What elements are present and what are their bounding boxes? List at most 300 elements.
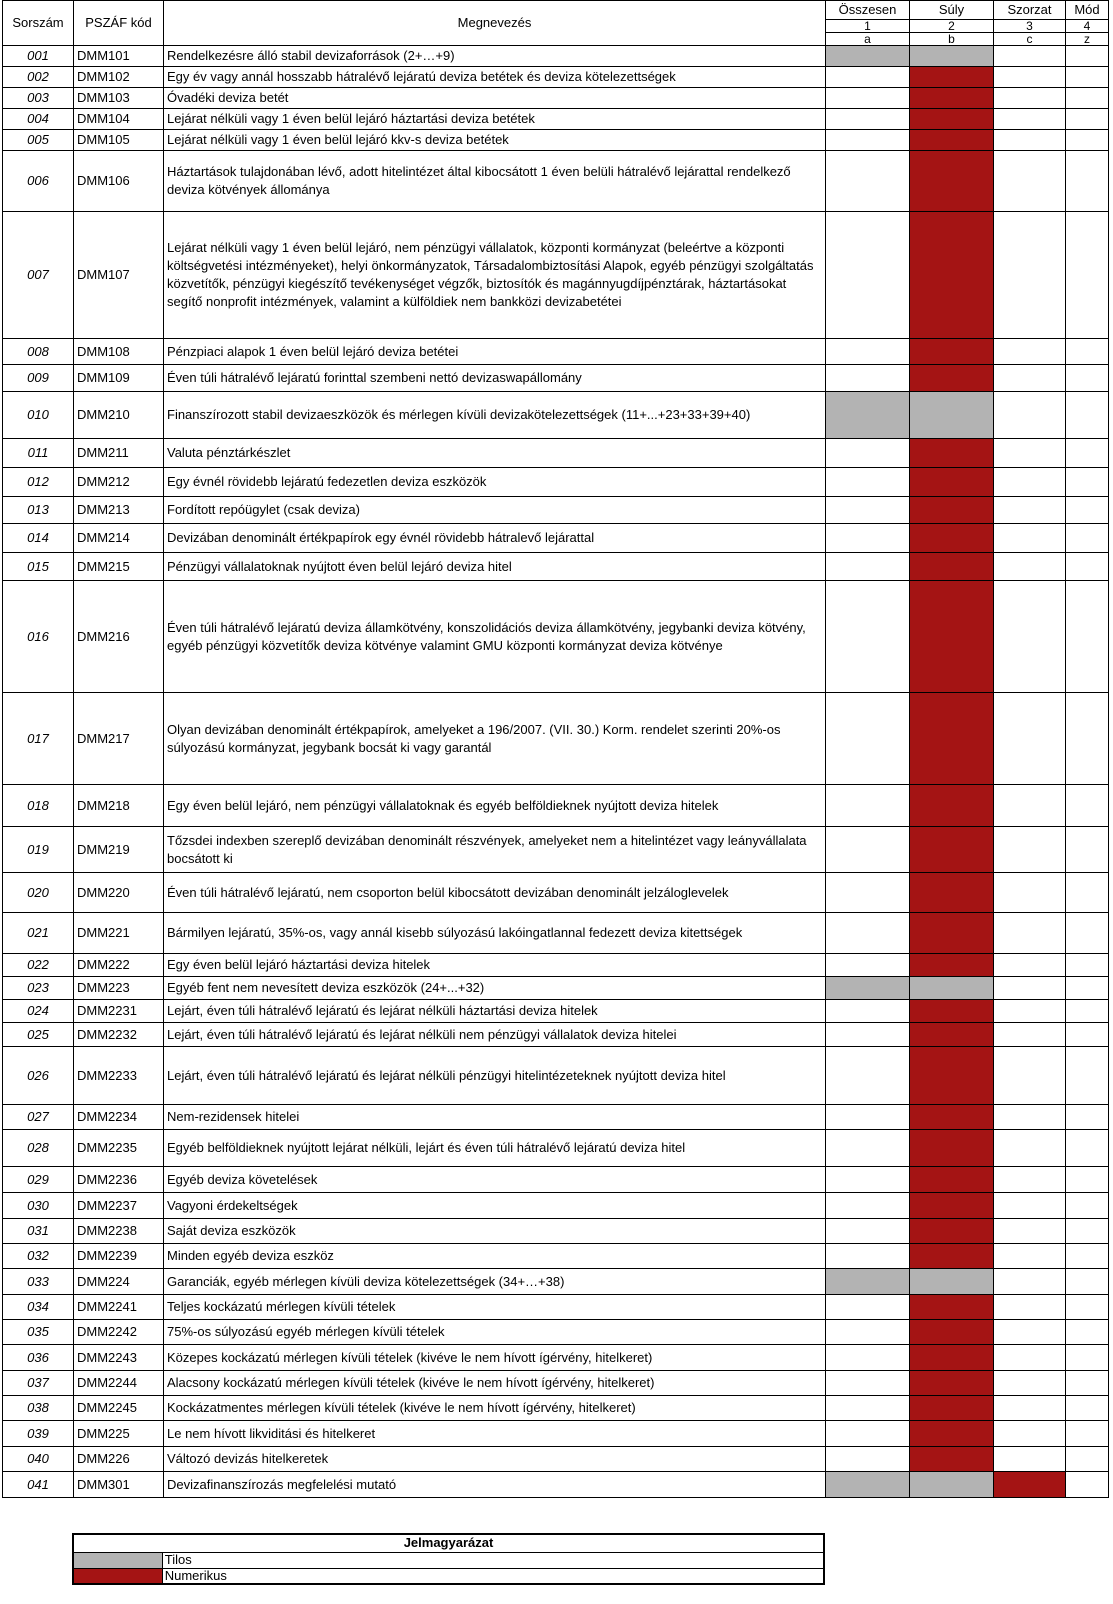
row-sorszam: 030 (3, 1193, 74, 1219)
cell-mod (1066, 1105, 1109, 1130)
row-sorszam: 005 (3, 130, 74, 151)
row-megnevezes: Közepes kockázatú mérlegen kívüli tételek (kivéve le nem hívott ígérvény, hitelkeret) (164, 1345, 826, 1371)
row-megnevezes: Lejárat nélküli vagy 1 éven belül lejáró kkv-s deviza betétek (164, 130, 826, 151)
cell-szorzat (994, 1167, 1066, 1193)
cell-szorzat (994, 977, 1066, 1000)
row-pszaf-kod: DMM2243 (74, 1345, 164, 1371)
table-row (3, 1047, 1109, 1105)
cell-suly[interactable] (910, 1244, 994, 1269)
row-pszaf-kod: DMM2235 (74, 1130, 164, 1167)
row-sorszam: 004 (3, 109, 74, 130)
cell-szorzat (994, 1000, 1066, 1023)
cell-osszesen (826, 1320, 910, 1345)
table-row (3, 46, 1109, 67)
row-sorszam: 029 (3, 1167, 74, 1193)
row-megnevezes: Finanszírozott stabil devizaeszközök és mérlegen kívüli devizakötelezettségek (11+...+23+33+39+40) (164, 392, 826, 439)
row-sorszam: 019 (3, 827, 74, 873)
row-megnevezes: Lejárat nélküli vagy 1 éven belül lejáró háztartási deviza betétek (164, 109, 826, 130)
cell-szorzat (994, 954, 1066, 977)
cell-suly (910, 1472, 994, 1498)
cell-suly[interactable] (910, 1320, 994, 1345)
cell-osszesen (826, 1295, 910, 1320)
row-megnevezes: Valuta pénztárkészlet (164, 439, 826, 468)
row-pszaf-kod: DMM2239 (74, 1244, 164, 1269)
table-row (3, 67, 1109, 88)
row-pszaf-kod: DMM2237 (74, 1193, 164, 1219)
row-pszaf-kod: DMM220 (74, 873, 164, 913)
cell-osszesen (826, 1345, 910, 1371)
row-megnevezes: Egyéb deviza követelések (164, 1167, 826, 1193)
row-megnevezes: Lejárt, éven túli hátralévő lejáratú és lejárat nélküli nem pénzügyi vállalatok deviza hitelei (164, 1023, 826, 1047)
cell-osszesen (826, 1130, 910, 1167)
cell-osszesen (826, 151, 910, 212)
row-sorszam: 041 (3, 1472, 74, 1498)
cell-mod (1066, 212, 1109, 339)
cell-szorzat (994, 339, 1066, 365)
cell-szorzat (994, 151, 1066, 212)
cell-szorzat (994, 392, 1066, 439)
cell-osszesen (826, 130, 910, 151)
row-pszaf-kod: DMM222 (74, 954, 164, 977)
header-pszaf-kod: PSZÁF kód (74, 1, 164, 46)
table-row (3, 88, 1109, 109)
table-row (3, 1396, 1109, 1421)
cell-suly[interactable] (910, 785, 994, 827)
row-sorszam: 036 (3, 1345, 74, 1371)
table-row (3, 1193, 1109, 1219)
header-col-num: 2 (910, 20, 994, 33)
cell-mod (1066, 977, 1109, 1000)
cell-suly[interactable] (910, 1219, 994, 1244)
row-pszaf-kod: DMM101 (74, 46, 164, 67)
row-megnevezes: Háztartások tulajdonában lévő, adott hitelintézet által kibocsátott 1 éven belüli hátralévő lejárattal rendelkező deviza kötvények állománya (164, 151, 826, 212)
cell-szorzat (994, 1295, 1066, 1320)
table-row (3, 524, 1109, 553)
cell-szorzat (994, 1244, 1066, 1269)
row-pszaf-kod: DMM106 (74, 151, 164, 212)
table-row (3, 468, 1109, 497)
row-megnevezes: Minden egyéb deviza eszköz (164, 1244, 826, 1269)
row-pszaf-kod: DMM105 (74, 130, 164, 151)
cell-szorzat (994, 581, 1066, 693)
row-sorszam: 024 (3, 1000, 74, 1023)
table-row (3, 977, 1109, 1000)
cell-osszesen (826, 468, 910, 497)
cell-mod (1066, 88, 1109, 109)
row-megnevezes: Fordított repóügylet (csak deviza) (164, 497, 826, 524)
cell-suly (910, 46, 994, 67)
row-megnevezes: Lejárt, éven túli hátralévő lejáratú és lejárat nélküli pénzügyi hitelintézeteknek nyújtott deviza hitel (164, 1047, 826, 1105)
cell-mod (1066, 392, 1109, 439)
row-pszaf-kod: DMM2241 (74, 1295, 164, 1320)
row-megnevezes: Olyan devizában denominált értékpapírok, amelyeket a 196/2007. (VII. 30.) Korm. rendelet szerinti 20%-os súlyozású kormányzat, jegybank bocsát ki vagy garantál (164, 693, 826, 785)
cell-suly[interactable] (910, 1295, 994, 1320)
row-pszaf-kod: DMM223 (74, 977, 164, 1000)
row-megnevezes: Lejárat nélküli vagy 1 éven belül lejáró, nem pénzügyi vállalatok, központi kormányzat (beleértve a központi költségvetési intézményeket), helyi önkormányzatok, Társadalombiztosítási Alapok, egyéb pénzügyi szolgáltatás közvetítők, pénzügyi kiegészítő tevékenységet végzők, biztosítók és magánnyugdíjpénztárak, háztartásokat segítő nonprofit intézmények, valamint a külföldiek nem bankközi devizabetétei (164, 212, 826, 339)
cell-szorzat (994, 1371, 1066, 1396)
header-osszesen: Összesen (826, 1, 910, 20)
header-sorszam: Sorszám (3, 1, 74, 46)
table-row (3, 1000, 1109, 1023)
cell-szorzat (994, 130, 1066, 151)
table-row (3, 1447, 1109, 1472)
cell-suly[interactable] (910, 1047, 994, 1105)
cell-suly[interactable] (910, 1447, 994, 1472)
table-row (3, 1421, 1109, 1447)
cell-szorzat (994, 439, 1066, 468)
cell-mod (1066, 497, 1109, 524)
row-megnevezes: Tőzsdei indexben szereplő devizában denominált részvények, amelyeket nem a hitelintézet vagy leányvállalata bocsátott ki (164, 827, 826, 873)
cell-mod (1066, 1345, 1109, 1371)
table-row (3, 1269, 1109, 1295)
cell-suly (910, 1269, 994, 1295)
cell-suly[interactable] (910, 1105, 994, 1130)
cell-suly[interactable] (910, 1023, 994, 1047)
row-pszaf-kod: DMM221 (74, 913, 164, 954)
cell-suly[interactable] (910, 954, 994, 977)
row-pszaf-kod: DMM103 (74, 88, 164, 109)
table-row (3, 1345, 1109, 1371)
table-row (3, 1244, 1109, 1269)
cell-szorzat (994, 1396, 1066, 1421)
cell-mod (1066, 785, 1109, 827)
cell-szorzat (994, 365, 1066, 392)
row-pszaf-kod: DMM2236 (74, 1167, 164, 1193)
cell-szorzat (994, 109, 1066, 130)
row-sorszam: 038 (3, 1396, 74, 1421)
cell-osszesen (826, 339, 910, 365)
header-mod: Mód (1066, 1, 1109, 20)
cell-suly[interactable] (910, 913, 994, 954)
row-sorszam: 023 (3, 977, 74, 1000)
cell-szorzat (994, 524, 1066, 553)
table-row (3, 873, 1109, 913)
cell-suly (910, 977, 994, 1000)
cell-mod (1066, 581, 1109, 693)
cell-szorzat (994, 46, 1066, 67)
cell-osszesen (826, 1269, 910, 1295)
cell-mod (1066, 468, 1109, 497)
cell-mod (1066, 1447, 1109, 1472)
row-megnevezes: Kockázatmentes mérlegen kívüli tételek (kivéve le nem hívott ígérvény, hitelkeret) (164, 1396, 826, 1421)
cell-suly[interactable] (910, 873, 994, 913)
row-megnevezes: Éven túli hátralévő lejáratú, nem csoporton belül kibocsátott devizában denominált jelzáloglevelek (164, 873, 826, 913)
row-pszaf-kod: DMM2233 (74, 1047, 164, 1105)
table-row (3, 365, 1109, 392)
row-pszaf-kod: DMM102 (74, 67, 164, 88)
header-col-letter: b (910, 33, 994, 46)
cell-mod (1066, 151, 1109, 212)
cell-suly[interactable] (910, 693, 994, 785)
cell-suly[interactable] (910, 439, 994, 468)
legend (72, 1533, 825, 1585)
cell-suly[interactable] (910, 1167, 994, 1193)
cell-osszesen (826, 693, 910, 785)
header-megnevezes: Megnevezés (164, 1, 826, 46)
cell-szorzat (994, 497, 1066, 524)
cell-osszesen (826, 977, 910, 1000)
row-pszaf-kod: DMM2231 (74, 1000, 164, 1023)
cell-osszesen (826, 109, 910, 130)
row-pszaf-kod: DMM216 (74, 581, 164, 693)
cell-szorzat (994, 1219, 1066, 1244)
cell-mod (1066, 954, 1109, 977)
row-megnevezes: Egy éven belül lejáró, nem pénzügyi vállalatoknak és egyéb belföldieknek nyújtott deviza hitelek (164, 785, 826, 827)
table-row (3, 439, 1109, 468)
table-row (3, 1219, 1109, 1244)
row-megnevezes: Saját deviza eszközök (164, 1219, 826, 1244)
row-megnevezes: Rendelkezésre álló stabil devizaforrások (2+…+9) (164, 46, 826, 67)
cell-suly[interactable] (910, 212, 994, 339)
cell-osszesen (826, 1023, 910, 1047)
cell-mod (1066, 1167, 1109, 1193)
row-sorszam: 001 (3, 46, 74, 67)
cell-suly[interactable] (910, 524, 994, 553)
row-megnevezes: Alacsony kockázatú mérlegen kívüli tételek (kivéve le nem hívott ígérvény, hitelkeret) (164, 1371, 826, 1396)
row-sorszam: 017 (3, 693, 74, 785)
row-sorszam: 014 (3, 524, 74, 553)
cell-mod (1066, 524, 1109, 553)
cell-mod (1066, 1130, 1109, 1167)
row-megnevezes: 75%-os súlyozású egyéb mérlegen kívüli tételek (164, 1320, 826, 1345)
cell-suly[interactable] (910, 1193, 994, 1219)
row-pszaf-kod: DMM107 (74, 212, 164, 339)
row-pszaf-kod: DMM218 (74, 785, 164, 827)
row-pszaf-kod: DMM217 (74, 693, 164, 785)
row-sorszam: 033 (3, 1269, 74, 1295)
row-megnevezes: Változó devizás hitelkeretek (164, 1447, 826, 1472)
cell-szorzat[interactable] (994, 1472, 1066, 1498)
table-row (3, 109, 1109, 130)
cell-mod (1066, 1000, 1109, 1023)
cell-suly[interactable] (910, 1421, 994, 1447)
cell-mod (1066, 46, 1109, 67)
table-row (3, 151, 1109, 212)
row-sorszam: 002 (3, 67, 74, 88)
cell-szorzat (994, 1047, 1066, 1105)
header-col-num: 3 (994, 20, 1066, 33)
header-col-num: 4 (1066, 20, 1109, 33)
row-sorszam: 018 (3, 785, 74, 827)
cell-mod (1066, 1023, 1109, 1047)
header-col-letter: c (994, 33, 1066, 46)
row-sorszam: 031 (3, 1219, 74, 1244)
cell-suly[interactable] (910, 1000, 994, 1023)
row-megnevezes: Egy éven belül lejáró háztartási deviza hitelek (164, 954, 826, 977)
row-megnevezes: Nem-rezidensek hitelei (164, 1105, 826, 1130)
row-sorszam: 037 (3, 1371, 74, 1396)
cell-suly[interactable] (910, 88, 994, 109)
table-row (3, 785, 1109, 827)
cell-osszesen (826, 497, 910, 524)
cell-suly[interactable] (910, 365, 994, 392)
cell-suly[interactable] (910, 1371, 994, 1396)
row-sorszam: 003 (3, 88, 74, 109)
cell-osszesen (826, 1105, 910, 1130)
legend-label-tilos: Tilos (162, 1552, 824, 1568)
table-row (3, 553, 1109, 581)
table-row (3, 497, 1109, 524)
cell-mod (1066, 439, 1109, 468)
cell-szorzat (994, 1193, 1066, 1219)
row-sorszam: 022 (3, 954, 74, 977)
cell-mod (1066, 1371, 1109, 1396)
cell-osszesen (826, 581, 910, 693)
cell-suly[interactable] (910, 151, 994, 212)
cell-mod (1066, 693, 1109, 785)
cell-szorzat (994, 1105, 1066, 1130)
table-row (3, 1320, 1109, 1345)
cell-szorzat (994, 693, 1066, 785)
row-sorszam: 010 (3, 392, 74, 439)
row-megnevezes: Pénzügyi vállalatoknak nyújtott éven belül lejáró deviza hitel (164, 553, 826, 581)
cell-suly[interactable] (910, 497, 994, 524)
row-sorszam: 032 (3, 1244, 74, 1269)
cell-suly[interactable] (910, 468, 994, 497)
cell-szorzat (994, 1130, 1066, 1167)
header-suly: Súly (910, 1, 994, 20)
row-pszaf-kod: DMM213 (74, 497, 164, 524)
cell-mod (1066, 1472, 1109, 1498)
cell-osszesen (826, 785, 910, 827)
row-sorszam: 026 (3, 1047, 74, 1105)
row-megnevezes: Garanciák, egyéb mérlegen kívüli deviza kötelezettségek (34+…+38) (164, 1269, 826, 1295)
cell-szorzat (994, 1447, 1066, 1472)
cell-mod (1066, 1421, 1109, 1447)
table-row (3, 392, 1109, 439)
cell-suly[interactable] (910, 109, 994, 130)
row-megnevezes: Devizafinanszírozás megfelelési mutató (164, 1472, 826, 1498)
cell-mod (1066, 67, 1109, 88)
row-megnevezes: Egyéb fent nem nevesített deviza eszközök (24+...+32) (164, 977, 826, 1000)
cell-szorzat (994, 873, 1066, 913)
table-row (3, 693, 1109, 785)
row-sorszam: 025 (3, 1023, 74, 1047)
cell-osszesen (826, 439, 910, 468)
cell-osszesen (826, 1000, 910, 1023)
cell-osszesen (826, 913, 910, 954)
cell-szorzat (994, 553, 1066, 581)
cell-osszesen (826, 1244, 910, 1269)
cell-suly (910, 392, 994, 439)
header-szorzat: Szorzat (994, 1, 1066, 20)
data-table (2, 0, 1109, 1498)
cell-osszesen (826, 392, 910, 439)
row-sorszam: 011 (3, 439, 74, 468)
cell-suly[interactable] (910, 67, 994, 88)
cell-szorzat (994, 212, 1066, 339)
cell-szorzat (994, 1320, 1066, 1345)
table-row (3, 339, 1109, 365)
row-sorszam: 007 (3, 212, 74, 339)
row-pszaf-kod: DMM214 (74, 524, 164, 553)
cell-suly[interactable] (910, 553, 994, 581)
cell-mod (1066, 365, 1109, 392)
row-pszaf-kod: DMM2245 (74, 1396, 164, 1421)
legend-swatch-red (73, 1568, 162, 1584)
row-sorszam: 021 (3, 913, 74, 954)
row-sorszam: 039 (3, 1421, 74, 1447)
cell-mod (1066, 553, 1109, 581)
row-megnevezes: Éven túli hátralévő lejáratú deviza államkötvény, konszolidációs deviza államkötvény, jegybanki deviza kötvény, egyéb pénzügyi közvetítők deviza kötvénye valamint GMU központi kormányzat deviza kötvénye (164, 581, 826, 693)
row-pszaf-kod: DMM104 (74, 109, 164, 130)
cell-suly[interactable] (910, 581, 994, 693)
table-row (3, 1130, 1109, 1167)
row-megnevezes: Devizában denominált értékpapírok egy évnél rövidebb hátralevő lejárattal (164, 524, 826, 553)
row-megnevezes: Egyéb belföldieknek nyújtott lejárat nélküli, lejárt és éven túli hátralévő lejáratú deviza hitel (164, 1130, 826, 1167)
cell-osszesen (826, 954, 910, 977)
cell-mod (1066, 109, 1109, 130)
cell-szorzat (994, 827, 1066, 873)
table-row (3, 581, 1109, 693)
cell-mod (1066, 1320, 1109, 1345)
row-sorszam: 006 (3, 151, 74, 212)
cell-osszesen (826, 873, 910, 913)
cell-osszesen (826, 365, 910, 392)
cell-osszesen (826, 67, 910, 88)
row-pszaf-kod: DMM108 (74, 339, 164, 365)
cell-szorzat (994, 1421, 1066, 1447)
cell-osszesen (826, 1219, 910, 1244)
cell-osszesen (826, 1421, 910, 1447)
header-col-letter: a (826, 33, 910, 46)
legend-label-numerikus: Numerikus (162, 1568, 824, 1584)
row-sorszam: 013 (3, 497, 74, 524)
header-col-letter: z (1066, 33, 1109, 46)
cell-mod (1066, 1396, 1109, 1421)
cell-osszesen (826, 46, 910, 67)
cell-osszesen (826, 827, 910, 873)
table-row (3, 212, 1109, 339)
row-sorszam: 015 (3, 553, 74, 581)
cell-szorzat (994, 1345, 1066, 1371)
table-row (3, 913, 1109, 954)
cell-suly[interactable] (910, 1345, 994, 1371)
cell-mod (1066, 1244, 1109, 1269)
cell-szorzat (994, 1269, 1066, 1295)
row-pszaf-kod: DMM2244 (74, 1371, 164, 1396)
cell-suly[interactable] (910, 1130, 994, 1167)
legend-title: Jelmagyarázat (73, 1534, 824, 1552)
row-pszaf-kod: DMM224 (74, 1269, 164, 1295)
row-pszaf-kod: DMM219 (74, 827, 164, 873)
cell-suly[interactable] (910, 1396, 994, 1421)
row-pszaf-kod: DMM2242 (74, 1320, 164, 1345)
cell-osszesen (826, 524, 910, 553)
header-col-num: 1 (826, 20, 910, 33)
row-megnevezes: Le nem hívott likviditási és hitelkeret (164, 1421, 826, 1447)
cell-suly[interactable] (910, 130, 994, 151)
row-sorszam: 040 (3, 1447, 74, 1472)
cell-suly[interactable] (910, 339, 994, 365)
cell-mod (1066, 1193, 1109, 1219)
row-megnevezes: Egy év vagy annál hosszabb hátralévő lejáratú deviza betétek és deviza kötelezettségek (164, 67, 826, 88)
cell-suly[interactable] (910, 827, 994, 873)
table-row (3, 1023, 1109, 1047)
row-sorszam: 034 (3, 1295, 74, 1320)
row-sorszam: 028 (3, 1130, 74, 1167)
cell-mod (1066, 1219, 1109, 1244)
cell-mod (1066, 130, 1109, 151)
cell-osszesen (826, 1047, 910, 1105)
cell-mod (1066, 339, 1109, 365)
row-pszaf-kod: DMM2234 (74, 1105, 164, 1130)
row-pszaf-kod: DMM225 (74, 1421, 164, 1447)
table-row (3, 827, 1109, 873)
row-pszaf-kod: DMM109 (74, 365, 164, 392)
row-megnevezes: Bármilyen lejáratú, 35%-os, vagy annál kisebb súlyozású lakóingatlannal fedezett deviza kitettségek (164, 913, 826, 954)
cell-mod (1066, 873, 1109, 913)
